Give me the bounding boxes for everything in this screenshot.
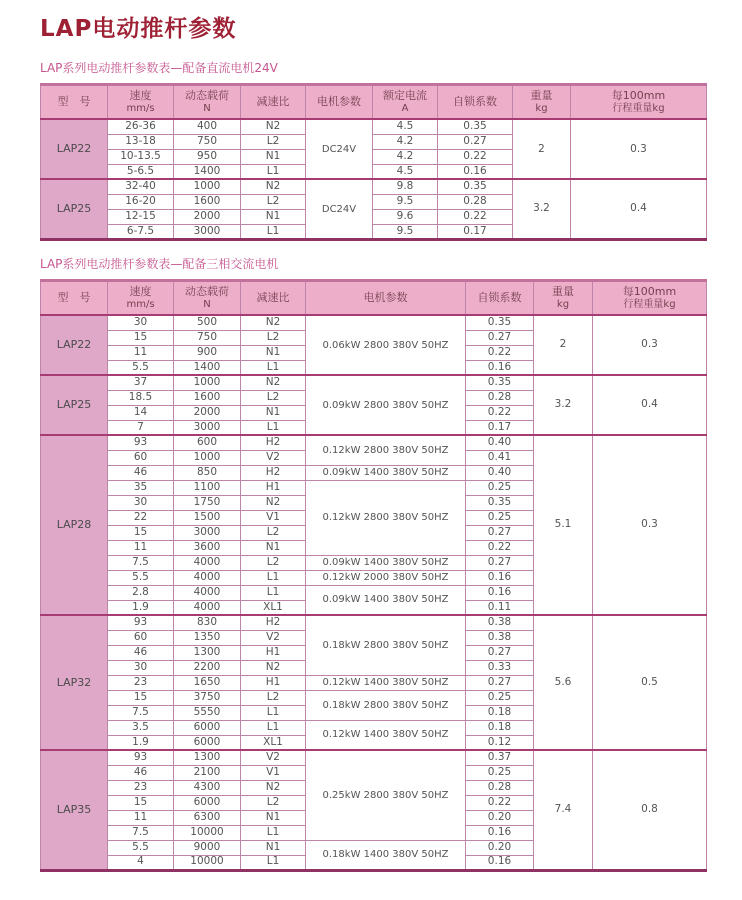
speed-cell: 3.5: [108, 720, 174, 735]
ratio-cell: H2: [241, 435, 306, 450]
coef-cell: 0.22: [466, 405, 534, 420]
load-cell: 9000: [174, 840, 241, 855]
speed-cell: 1.9: [108, 735, 174, 750]
table-row: [41, 315, 707, 330]
weight-cell: 3.2: [513, 179, 571, 239]
coef-cell: 0.28: [438, 194, 513, 209]
model-cell: LAP28: [41, 435, 108, 615]
ratio-cell: L1: [241, 585, 306, 600]
coef-cell: 0.16: [466, 855, 534, 870]
speed-cell: 14: [108, 405, 174, 420]
coef-cell: 0.22: [438, 149, 513, 164]
ac-motor-table: [40, 279, 707, 872]
ac-table-subtitle: LAP系列电动推杆参数表—配备三相交流电机: [40, 256, 279, 271]
load-cell: 600: [174, 435, 241, 450]
speed-cell: 5.5: [108, 840, 174, 855]
load-cell: 1400: [174, 360, 241, 375]
coef-cell: 0.27: [466, 525, 534, 540]
ratio-cell: L1: [241, 570, 306, 585]
coef-cell: 0.25: [466, 480, 534, 495]
speed-cell: 16-20: [108, 194, 174, 209]
speed-cell: 5.5: [108, 360, 174, 375]
ratio-cell: N2: [241, 780, 306, 795]
col-header-current: 额定电流 A: [373, 85, 438, 120]
load-cell: 1600: [174, 390, 241, 405]
ratio-cell: N2: [241, 660, 306, 675]
coef-cell: 0.28: [466, 390, 534, 405]
ratio-cell: N2: [241, 315, 306, 330]
weight-cell: 5.6: [534, 615, 593, 750]
speed-cell: 11: [108, 810, 174, 825]
speed-cell: 4: [108, 855, 174, 870]
load-cell: 6000: [174, 720, 241, 735]
coef-cell: 0.35: [438, 179, 513, 194]
load-cell: 4000: [174, 570, 241, 585]
speed-cell: 12-15: [108, 209, 174, 224]
ratio-cell: L2: [241, 330, 306, 345]
col-header-coef: 自锁系数: [466, 280, 534, 315]
col-header-motor: 电机参数: [306, 280, 466, 315]
ratio-cell: L2: [241, 194, 306, 209]
speed-cell: 93: [108, 615, 174, 630]
coef-cell: 0.40: [466, 435, 534, 450]
per100-cell: 0.3: [593, 435, 707, 615]
current-cell: 4.5: [373, 119, 438, 134]
coef-cell: 0.33: [466, 660, 534, 675]
model-cell: LAP25: [41, 375, 108, 435]
coef-cell: 0.35: [466, 375, 534, 390]
load-cell: 3000: [174, 525, 241, 540]
motor-cell: 0.12kW 1400 380V 50HZ: [306, 720, 466, 750]
load-cell: 750: [174, 134, 241, 149]
speed-cell: 23: [108, 780, 174, 795]
per100-cell: 0.8: [593, 750, 707, 870]
coef-cell: 0.27: [466, 330, 534, 345]
coef-cell: 0.27: [466, 675, 534, 690]
speed-cell: 11: [108, 540, 174, 555]
ratio-cell: V2: [241, 630, 306, 645]
motor-cell: 0.06kW 2800 380V 50HZ: [306, 315, 466, 375]
speed-cell: 15: [108, 690, 174, 705]
ratio-cell: N1: [241, 149, 306, 164]
speed-cell: 5.5: [108, 570, 174, 585]
col-header-weight: 重量 kg: [534, 280, 593, 315]
table-row: [41, 179, 707, 194]
speed-cell: 5-6.5: [108, 164, 174, 179]
speed-cell: 6-7.5: [108, 224, 174, 239]
table-row: [41, 119, 707, 134]
ratio-cell: N2: [241, 179, 306, 194]
motor-cell: 0.18kW 2800 380V 50HZ: [306, 615, 466, 675]
current-cell: 9.5: [373, 224, 438, 239]
model-cell: LAP35: [41, 750, 108, 870]
table-row: [41, 375, 707, 390]
speed-cell: 26-36: [108, 119, 174, 134]
table-row: [41, 750, 707, 765]
dc-motor-table: [40, 83, 707, 241]
header-row: [41, 280, 707, 315]
ratio-cell: V2: [241, 450, 306, 465]
page-title: LAP电动推杆参数: [40, 16, 237, 42]
coef-cell: 0.11: [466, 600, 534, 615]
speed-cell: 35: [108, 480, 174, 495]
coef-cell: 0.12: [466, 735, 534, 750]
coef-cell: 0.22: [466, 540, 534, 555]
motor-cell: 0.09kW 1400 380V 50HZ: [306, 585, 466, 615]
col-header-ratio: 减速比: [241, 280, 306, 315]
load-cell: 1100: [174, 480, 241, 495]
weight-cell: 2: [534, 315, 593, 375]
coef-cell: 0.20: [466, 840, 534, 855]
coef-cell: 0.20: [466, 810, 534, 825]
ratio-cell: H2: [241, 465, 306, 480]
load-cell: 10000: [174, 825, 241, 840]
weight-cell: 5.1: [534, 435, 593, 615]
ratio-cell: L1: [241, 360, 306, 375]
ratio-cell: L2: [241, 690, 306, 705]
per100-cell: 0.4: [593, 375, 707, 435]
speed-cell: 30: [108, 660, 174, 675]
header-row: [41, 85, 707, 120]
load-cell: 1300: [174, 750, 241, 765]
ratio-cell: N1: [241, 345, 306, 360]
motor-cell: 0.09kW 2800 380V 50HZ: [306, 375, 466, 435]
per100-cell: 0.3: [571, 119, 707, 179]
coef-cell: 0.16: [466, 825, 534, 840]
speed-cell: 7.5: [108, 555, 174, 570]
coef-cell: 0.16: [466, 570, 534, 585]
coef-cell: 0.35: [466, 495, 534, 510]
load-cell: 2000: [174, 405, 241, 420]
speed-cell: 46: [108, 645, 174, 660]
current-cell: 4.5: [373, 164, 438, 179]
load-cell: 3000: [174, 224, 241, 239]
load-cell: 500: [174, 315, 241, 330]
ratio-cell: XL1: [241, 735, 306, 750]
coef-cell: 0.22: [466, 795, 534, 810]
speed-cell: 60: [108, 450, 174, 465]
model-cell: LAP32: [41, 615, 108, 750]
speed-cell: 30: [108, 315, 174, 330]
speed-cell: 13-18: [108, 134, 174, 149]
col-header-ratio: 减速比: [241, 85, 306, 120]
coef-cell: 0.22: [466, 345, 534, 360]
coef-cell: 0.40: [466, 465, 534, 480]
ratio-cell: L1: [241, 720, 306, 735]
load-cell: 5550: [174, 705, 241, 720]
load-cell: 4300: [174, 780, 241, 795]
ratio-cell: N1: [241, 405, 306, 420]
motor-cell: 0.18kW 2800 380V 50HZ: [306, 690, 466, 720]
ratio-cell: N2: [241, 375, 306, 390]
coef-cell: 0.22: [438, 209, 513, 224]
load-cell: 6000: [174, 795, 241, 810]
load-cell: 6300: [174, 810, 241, 825]
ratio-cell: H1: [241, 480, 306, 495]
coef-cell: 0.35: [466, 315, 534, 330]
coef-cell: 0.16: [438, 164, 513, 179]
col-header-per100: 每100mm 行程重量kg: [593, 280, 707, 315]
weight-cell: 7.4: [534, 750, 593, 870]
motor-cell: 0.12kW 2800 380V 50HZ: [306, 435, 466, 465]
load-cell: 950: [174, 149, 241, 164]
model-cell: LAP22: [41, 119, 108, 179]
ratio-cell: N1: [241, 810, 306, 825]
speed-cell: 7.5: [108, 825, 174, 840]
speed-cell: 18.5: [108, 390, 174, 405]
load-cell: 750: [174, 330, 241, 345]
coef-cell: 0.38: [466, 615, 534, 630]
speed-cell: 22: [108, 510, 174, 525]
ratio-cell: L2: [241, 555, 306, 570]
coef-cell: 0.28: [466, 780, 534, 795]
coef-cell: 0.27: [466, 645, 534, 660]
ratio-cell: V1: [241, 510, 306, 525]
speed-cell: 2.8: [108, 585, 174, 600]
current-cell: 9.6: [373, 209, 438, 224]
motor-cell: DC24V: [306, 119, 373, 179]
speed-cell: 15: [108, 795, 174, 810]
load-cell: 900: [174, 345, 241, 360]
motor-cell: 0.12kW 1400 380V 50HZ: [306, 675, 466, 690]
load-cell: 2100: [174, 765, 241, 780]
coef-cell: 0.27: [466, 555, 534, 570]
speed-cell: 23: [108, 675, 174, 690]
motor-cell: DC24V: [306, 179, 373, 239]
coef-cell: 0.18: [466, 705, 534, 720]
load-cell: 2000: [174, 209, 241, 224]
coef-cell: 0.17: [438, 224, 513, 239]
motor-cell: 0.25kW 2800 380V 50HZ: [306, 750, 466, 840]
col-header-load: 动态载荷 N: [174, 85, 241, 120]
speed-cell: 15: [108, 330, 174, 345]
ratio-cell: L2: [241, 795, 306, 810]
ratio-cell: L1: [241, 855, 306, 870]
load-cell: 4000: [174, 585, 241, 600]
speed-cell: 37: [108, 375, 174, 390]
coef-cell: 0.38: [466, 630, 534, 645]
load-cell: 1000: [174, 375, 241, 390]
ratio-cell: N2: [241, 495, 306, 510]
load-cell: 400: [174, 119, 241, 134]
coef-cell: 0.17: [466, 420, 534, 435]
ratio-cell: L2: [241, 134, 306, 149]
coef-cell: 0.37: [466, 750, 534, 765]
load-cell: 1000: [174, 179, 241, 194]
speed-cell: 60: [108, 630, 174, 645]
load-cell: 3600: [174, 540, 241, 555]
load-cell: 4000: [174, 555, 241, 570]
speed-cell: 15: [108, 525, 174, 540]
motor-cell: 0.18kW 1400 380V 50HZ: [306, 840, 466, 870]
ratio-cell: L1: [241, 164, 306, 179]
ratio-cell: N2: [241, 119, 306, 134]
weight-cell: 2: [513, 119, 571, 179]
coef-cell: 0.25: [466, 510, 534, 525]
load-cell: 1300: [174, 645, 241, 660]
ratio-cell: L2: [241, 390, 306, 405]
ratio-cell: L1: [241, 825, 306, 840]
col-header-model: 型 号: [41, 85, 108, 120]
weight-cell: 3.2: [534, 375, 593, 435]
table-row: [41, 435, 707, 450]
speed-cell: 7: [108, 420, 174, 435]
ratio-cell: V2: [241, 750, 306, 765]
load-cell: 1750: [174, 495, 241, 510]
load-cell: 1600: [174, 194, 241, 209]
col-header-per100: 每100mm 行程重量kg: [571, 85, 707, 120]
col-header-speed: 速度 mm/s: [108, 85, 174, 120]
ratio-cell: L1: [241, 224, 306, 239]
load-cell: 1350: [174, 630, 241, 645]
load-cell: 850: [174, 465, 241, 480]
ratio-cell: H1: [241, 645, 306, 660]
coef-cell: 0.18: [466, 720, 534, 735]
speed-cell: 10-13.5: [108, 149, 174, 164]
load-cell: 3750: [174, 690, 241, 705]
load-cell: 1000: [174, 450, 241, 465]
table-row: [41, 615, 707, 630]
coef-cell: 0.16: [466, 360, 534, 375]
coef-cell: 0.35: [438, 119, 513, 134]
load-cell: 10000: [174, 855, 241, 870]
ratio-cell: XL1: [241, 600, 306, 615]
speed-cell: 1.9: [108, 600, 174, 615]
speed-cell: 93: [108, 435, 174, 450]
dc-table-subtitle: LAP系列电动推杆参数表—配备直流电机24V: [40, 61, 278, 75]
col-header-motor: 电机参数: [306, 85, 373, 120]
current-cell: 4.2: [373, 149, 438, 164]
load-cell: 1650: [174, 675, 241, 690]
coef-cell: 0.25: [466, 690, 534, 705]
motor-cell: 0.09kW 1400 380V 50HZ: [306, 555, 466, 570]
per100-cell: 0.3: [593, 315, 707, 375]
load-cell: 4000: [174, 600, 241, 615]
speed-cell: 30: [108, 495, 174, 510]
ratio-cell: H2: [241, 615, 306, 630]
speed-cell: 93: [108, 750, 174, 765]
ratio-cell: L1: [241, 420, 306, 435]
model-cell: LAP22: [41, 315, 108, 375]
coef-cell: 0.25: [466, 765, 534, 780]
load-cell: 2200: [174, 660, 241, 675]
col-header-speed: 速度 mm/s: [108, 280, 174, 315]
ratio-cell: N1: [241, 840, 306, 855]
speed-cell: 46: [108, 465, 174, 480]
col-header-model: 型 号: [41, 280, 108, 315]
load-cell: 830: [174, 615, 241, 630]
speed-cell: 11: [108, 345, 174, 360]
ratio-cell: L2: [241, 525, 306, 540]
per100-cell: 0.5: [593, 615, 707, 750]
col-header-coef: 自锁系数: [438, 85, 513, 120]
current-cell: 9.5: [373, 194, 438, 209]
load-cell: 6000: [174, 735, 241, 750]
load-cell: 1400: [174, 164, 241, 179]
ratio-cell: N1: [241, 540, 306, 555]
load-cell: 1500: [174, 510, 241, 525]
current-cell: 4.2: [373, 134, 438, 149]
per100-cell: 0.4: [571, 179, 707, 239]
model-cell: LAP25: [41, 179, 108, 239]
ratio-cell: L1: [241, 705, 306, 720]
motor-cell: 0.12kW 2800 380V 50HZ: [306, 480, 466, 555]
speed-cell: 32-40: [108, 179, 174, 194]
ratio-cell: N1: [241, 209, 306, 224]
col-header-weight: 重量 kg: [513, 85, 571, 120]
col-header-load: 动态载荷 N: [174, 280, 241, 315]
coef-cell: 0.16: [466, 585, 534, 600]
speed-cell: 7.5: [108, 705, 174, 720]
ratio-cell: H1: [241, 675, 306, 690]
load-cell: 3000: [174, 420, 241, 435]
current-cell: 9.8: [373, 179, 438, 194]
motor-cell: 0.12kW 2000 380V 50HZ: [306, 570, 466, 585]
ratio-cell: V1: [241, 765, 306, 780]
speed-cell: 46: [108, 765, 174, 780]
motor-cell: 0.09kW 1400 380V 50HZ: [306, 465, 466, 480]
coef-cell: 0.41: [466, 450, 534, 465]
coef-cell: 0.27: [438, 134, 513, 149]
